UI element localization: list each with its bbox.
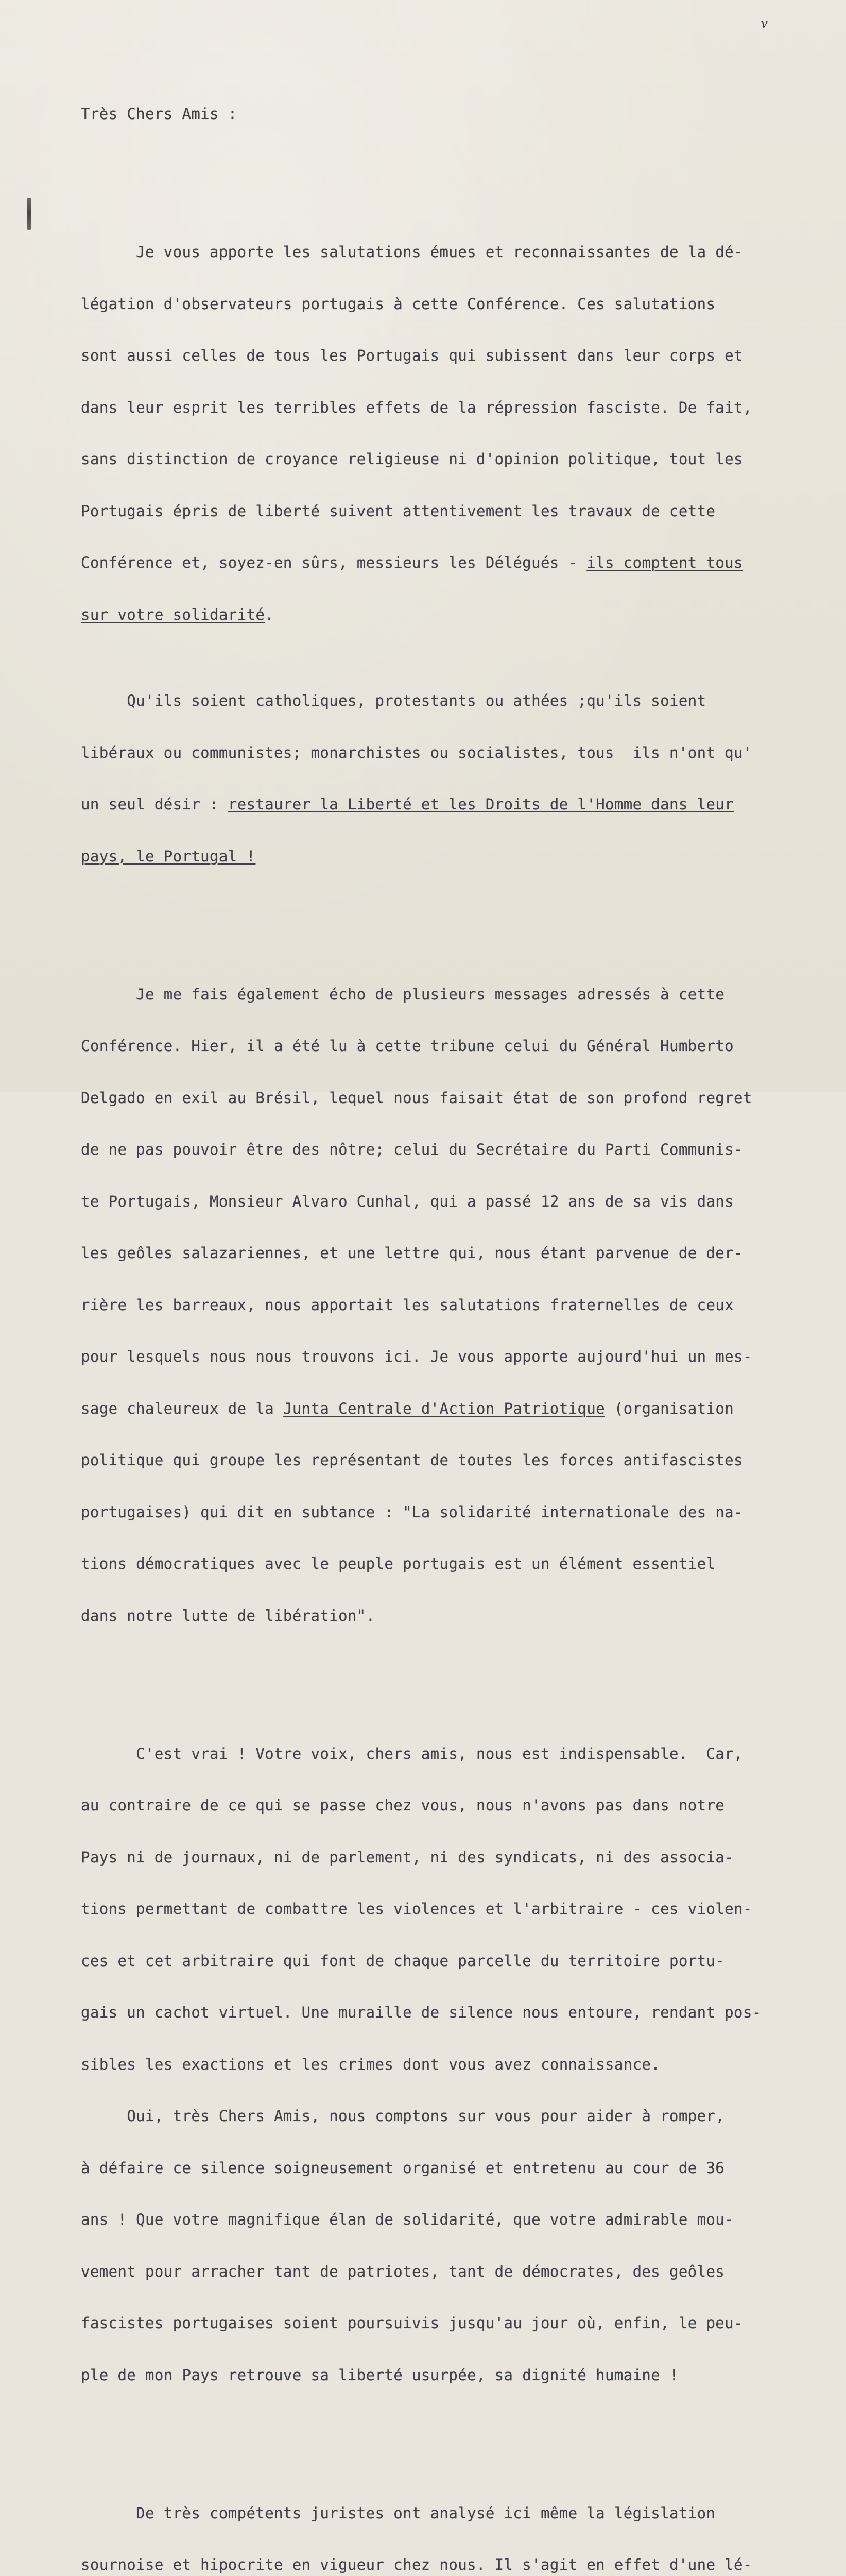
p4-line: tions permettant de combattre les violences et l'arbitraire - ces violen-	[81, 1900, 752, 1918]
p3-line: les geôles salazariennes, et une lettre qui, nous étant parvenue de der-	[81, 1244, 743, 1262]
p4-line: sibles les exactions et les crimes dont vous avez connaissance.	[81, 2055, 661, 2073]
p3-line: tions démocratiques avec le peuple portugais est un élément essentiel	[81, 1555, 716, 1572]
p5-line: De très compétents juristes ont analysé ici même la législation	[136, 2504, 716, 2522]
salutation: Très Chers Amis :	[81, 105, 237, 123]
p4-line: à défaire ce silence soigneusement organisé et entretenu au cour de 36	[81, 2159, 725, 2177]
p4-line: ans ! Que votre magnifique élan de solidarité, que votre admirable mou-	[81, 2211, 734, 2228]
p3-line: politique qui groupe les représentant de toutes les forces antifascistes	[81, 1451, 743, 1469]
p1-line: légation d'observateurs portugais à cette Conférence. Ces salutations	[81, 295, 716, 313]
p5-line: sournoise et hipocrite en vigueur chez nous. Il s'agit en effet d'une lé-	[81, 2556, 752, 2573]
p3-line: sage chaleureux de la Junta Centrale d'Action Patriotique (organisation	[81, 1399, 734, 1417]
underlined-phrase: Junta Centrale d'Action Patriotique	[283, 1399, 606, 1417]
underlined-phrase: ils comptent tous	[586, 554, 743, 571]
p4-line: ces et cet arbitraire qui font de chaque parcelle du territoire portu-	[81, 1952, 725, 1970]
p4-line: ple de mon Pays retrouve sa liberté usurpée, sa dignité humaine !	[81, 2366, 679, 2384]
p1-line: sur votre solidarité.	[81, 605, 274, 623]
page-check-mark: v	[761, 15, 768, 31]
p4-line: gais un cachot virtuel. Une muraille de silence nous entoure, rendant pos-	[81, 2004, 762, 2021]
underlined-phrase: sur votre solidarité	[81, 605, 265, 623]
p1-line: dans leur esprit les terribles effets de la répression fasciste. De fait,	[81, 398, 752, 416]
p1-line: Je vous apporte les salutations émues et reconnaissantes de la dé-	[136, 243, 743, 261]
p3-line: Je me fais également écho de plusieurs messages adressés à cette	[136, 985, 725, 1003]
p4-line: C'est vrai ! Votre voix, chers amis, nous est indispensable. Car,	[136, 1744, 743, 1762]
underlined-phrase: pays, le Portugal !	[81, 847, 256, 865]
p4-line: au contraire de ce qui se passe chez vous, nous n'avons pas dans notre	[81, 1797, 725, 1814]
p4-line: vement pour arracher tant de patriotes, tant de démocrates, des geôles	[81, 2262, 725, 2280]
p1-line: sont aussi celles de tous les Portugais qui subissent dans leur corps et	[81, 347, 743, 364]
p2-line: libéraux ou communistes; monarchistes ou socialistes, tous ils n'ont qu'	[81, 743, 752, 761]
underlined-phrase: restaurer la Liberté et les Droits de l'Homme dans leur	[228, 795, 734, 813]
p3-line: Delgado en exil au Brésil, lequel nous faisait état de son profond regret	[81, 1089, 752, 1107]
p3-line: te Portugais, Monsieur Alvaro Cunhal, qui a passé 12 ans de sa vis dans	[81, 1192, 734, 1210]
p3-line: dans notre lutte de libération".	[81, 1606, 375, 1624]
p2-line: Qu'ils soient catholiques, protestants ou athées ;qu'ils soient	[127, 692, 706, 709]
staple-mark	[27, 198, 31, 230]
p4-line: Oui, très Chers Amis, nous comptons sur vous pour aider à romper,	[108, 2107, 725, 2125]
p4-line: fascistes portugaises soient poursuivis jusqu'au jour où, enfin, le peu-	[81, 2314, 743, 2332]
p3-line: portugaises) qui dit en subtance : "La solidarité internationale des na-	[81, 1503, 743, 1521]
p3-line: Conférence. Hier, il a été lu à cette tribune celui du Général Humberto	[81, 1037, 734, 1055]
p3-line: rière les barreaux, nous apportait les salutations fraternelles de ceux	[81, 1296, 734, 1314]
p1-line: sans distinction de croyance religieuse ni d'opinion politique, tout les	[81, 450, 743, 468]
p4-line: Pays ni de journaux, ni de parlement, ni des syndicats, ni des associa-	[81, 1848, 734, 1866]
p3-line: de ne pas pouvoir être des nôtre; celui du Secrétaire du Parti Communis-	[81, 1141, 743, 1158]
p1-line: Portugais épris de liberté suivent attentivement les travaux de cette	[81, 502, 716, 520]
letter-body	[81, 71, 827, 2576]
p1-line: Conférence et, soyez-en sûrs, messieurs les Délégués - ils comptent tous	[81, 554, 743, 571]
p2-line: un seul désir : restaurer la Liberté et les Droits de l'Homme dans leur	[81, 795, 734, 813]
p2-line	[81, 848, 827, 866]
p3-line: pour lesquels nous nous trouvons ici. Je vous apporte aujourd'hui un mes-	[81, 1348, 752, 1365]
